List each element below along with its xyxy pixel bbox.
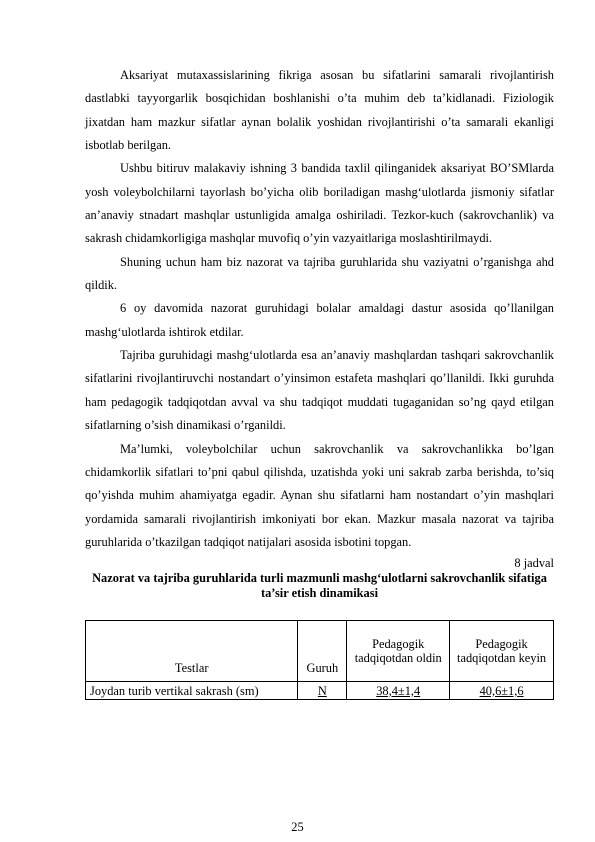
table-header-row (86, 621, 554, 682)
document-page (85, 64, 554, 700)
table-row (86, 682, 554, 700)
paragraph: Tajriba guruhidagi mashg‘ulotlarda esa an’anaviy mashqlardan tashqari sakrovchanlik sifatlarini rivojlantiruvchi nostandart o’yinsimon estafeta mashqlari qo’llanildi. Ikki guruhda ham pedagogik tadqiqotdan avval va shu tadqiqot muddati tugaganidan so’ng qayd etilgan sifatlarning o’sish dinamikasi o’rganildi. (85, 348, 554, 433)
paragraph: Shuning uchun ham biz nazorat va tajriba guruhlarida shu vaziyatni o’rganishga ahd qildik. (85, 254, 554, 293)
paragraph: 6 oy davomida nazorat guruhidagi bolalar amaldagi dastur asosida qo’llanilgan mashg‘ulotlarda ishtirok etdilar. (85, 301, 554, 339)
header-testlar: Testlar (86, 621, 298, 682)
cell-after-value: 40,6±1,6 (479, 683, 524, 698)
cell-group (298, 682, 347, 700)
paragraph: Ma’lumki, voleybolchilar uchun sakrovchanlik va sakrovchanlikka bo’lgan chidamkorlik sifatlari to’pni qabul qilishda, uzatishda yoki uni sakrab zarba berishda, to’siq qo’yishda muhim ahamiyatga egadir. Aynan shu sifatlarni ham nostandart o’yin mashqlari yordamida samarali rivojlantirish imkoniyati bor ekan. Mazkur masala nazorat va tajriba guruhlarida o’tkazilgan tadqiqot natijalari asosida isbotini topgan. (85, 441, 554, 549)
cell-test-name: Joydan turib vertikal sakrash (sm) (86, 682, 298, 700)
cell-before-value: 38,4±1,4 (376, 683, 421, 698)
cell-after (450, 682, 554, 700)
cell-before (347, 682, 450, 700)
paragraph: Ushbu bitiruv malakaviy ishning 3 bandida taxlil qilinganidek aksariyat BO’SMlarda yosh voleybolchilarni tayorlash bo’yicha olib boriladigan mashg‘ulotlarda jismoniy sifatlar an’anaviy stnadart mashqlar ustunligida amalga oshiriladi. Tezkor-kuch (sakrovchanlik) va sakrash chidamkorligiga mashqlar muvofiq o’yin vazyaitlariga moslashtirilmaydi. (85, 161, 554, 246)
results-table (85, 620, 554, 700)
page-number: 25 (291, 820, 304, 834)
header-guruh: Guruh (298, 621, 347, 682)
table-number: 8 jadval (514, 556, 554, 571)
table-title: Nazorat va tajriba guruhlarida turli mazmunli mashg‘ulotlarni sakrovchanlik sifatiga ta’sir etish dinamikasi (92, 571, 547, 601)
paragraph: Aksariyat mutaxassislarining fikriga asosan bu sifatlarini samarali rivojlantirish dastlabki tayyorgarlik bosqichidan boshlanishi o’ta muhim deb ta’kidlanadi. Fiziologik jixatdan ham mazkur sifatlar aynan bolalik yoshidan rivojlantirishi o’ta samarali ekanligi isbotlab berilgan. (85, 68, 554, 153)
header-before: Pedagogik tadqiqotdan oldin (347, 621, 450, 682)
header-after: Pedagogik tadqiqotdan keyin (450, 621, 554, 682)
cell-group-value: N (317, 683, 327, 698)
